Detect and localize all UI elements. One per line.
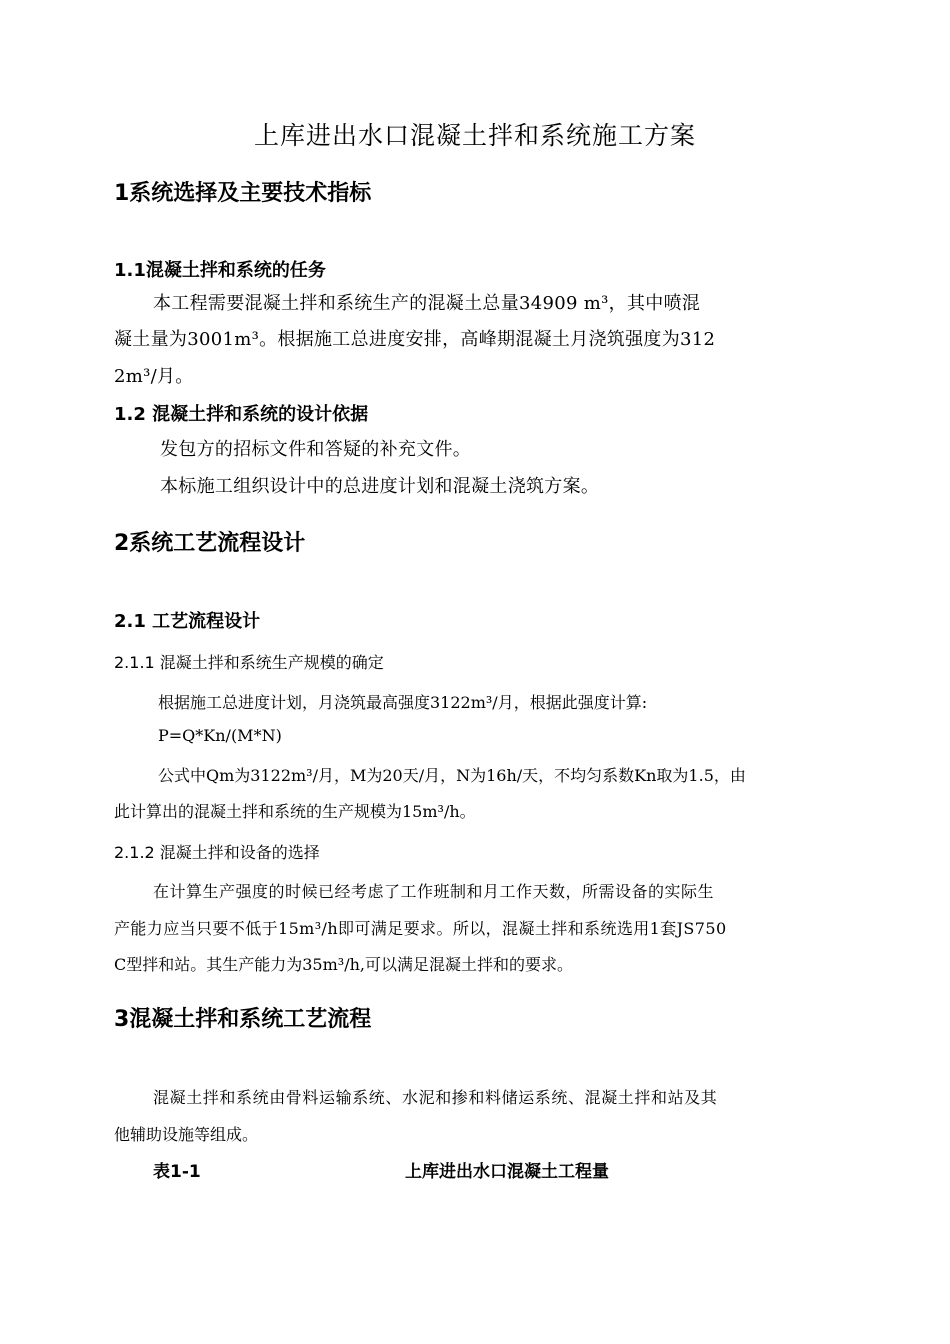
formula: P=Q*Kn/(M*N) (158, 726, 282, 745)
paragraph-line: C型拌和站。其生产能力为35m³/h,可以满足混凝土拌和的要求。 (114, 955, 573, 974)
paragraph-line: 混凝土拌和系统由骨料运输系统、水泥和掺和料储运系统、混凝土拌和站及其 (153, 1088, 718, 1107)
section-1-heading: 1系统选择及主要技术指标 (114, 181, 372, 206)
document-title: 上库进出水口混凝土拌和系统施工方案 (253, 121, 696, 150)
paragraph-line: 公式中Qm为3122m³/月，M为20天/月，N为16h/天，不均匀系数Kn取为1.5，由 (158, 766, 746, 785)
paragraph-line: 此计算出的混凝土拌和系统的生产规模为15m³/h。 (114, 802, 476, 821)
paragraph-line: 他辅助设施等组成。 (114, 1125, 259, 1144)
section-1-1-heading: 1.1混凝土拌和系统的任务 (114, 260, 326, 281)
section-1-2-heading: 1.2 混凝土拌和系统的设计依据 (114, 404, 369, 425)
paragraph-line: 在计算生产强度的时候已经考虑了工作班制和月工作天数，所需设备的实际生 (153, 882, 715, 901)
section-2-heading: 2系统工艺流程设计 (114, 531, 306, 556)
table-number: 表1-1 (153, 1162, 201, 1182)
table-caption: 上库进出水口混凝土工程量 (405, 1162, 609, 1182)
paragraph-line: 本标施工组织设计中的总进度计划和混凝土浇筑方案。 (160, 476, 600, 497)
section-2-1-heading: 2.1 工艺流程设计 (114, 611, 261, 632)
paragraph-line: 根据施工总进度计划，月浇筑最高强度3122m³/月，根据此强度计算: (158, 693, 648, 712)
paragraph-line: 本工程需要混凝土拌和系统生产的混凝土总量34909 m³，其中喷混 (153, 293, 701, 314)
section-2-1-1-heading: 2.1.1 混凝土拌和系统生产规模的确定 (114, 653, 384, 672)
paragraph-line: 2m³/月。 (114, 366, 194, 387)
paragraph-line: 发包方的招标文件和答疑的补充文件。 (160, 439, 472, 460)
section-2-1-2-heading: 2.1.2 混凝土拌和设备的选择 (114, 843, 320, 862)
paragraph-line: 凝土量为3001m³。根据施工总进度安排，高峰期混凝土月浇筑强度为312 (114, 329, 716, 350)
section-3-heading: 3混凝土拌和系统工艺流程 (114, 1007, 372, 1032)
paragraph-line: 产能力应当只要不低于15m³/h即可满足要求。所以，混凝土拌和系统选用1套JS750 (114, 919, 727, 938)
